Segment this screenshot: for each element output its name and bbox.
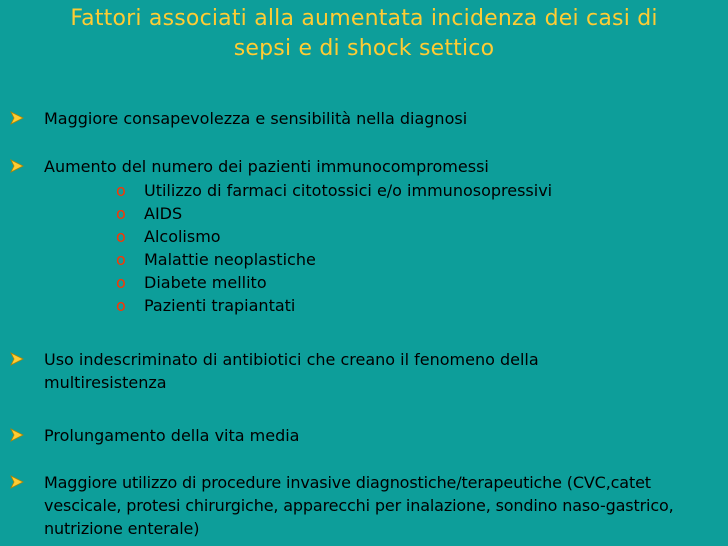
arrow-bullet-icon xyxy=(10,352,24,366)
sub-item-text: Alcolismo xyxy=(144,227,221,246)
title-line-2: sepsi e di shock settico xyxy=(233,36,495,61)
bullet-item xyxy=(10,107,710,130)
bullet-text: Aumento del numero dei pazienti immunocompromessi xyxy=(44,157,489,176)
arrow-bullet-icon xyxy=(10,428,24,442)
bullet-text: Maggiore utilizzo di procedure invasive diagnostiche/terapeutiche (CVC,catet vescicale, protesi chirurgiche, apparecchi per inalazione, sondino naso-gastrico, nutrizione enterale) xyxy=(44,473,674,538)
sub-list-item xyxy=(116,179,552,202)
slide-title xyxy=(0,4,728,64)
sub-item-text: Diabete mellito xyxy=(144,273,267,292)
sub-list-item xyxy=(116,294,295,317)
sub-list-item xyxy=(116,225,221,248)
sub-item-text: Utilizzo di farmaci citotossici e/o immunosopressivi xyxy=(144,181,553,200)
sub-item-text: Pazienti trapiantati xyxy=(144,296,296,315)
sub-marker: o xyxy=(116,181,126,200)
bullet-item xyxy=(10,348,630,394)
bullet-item xyxy=(10,424,710,447)
sub-marker: o xyxy=(116,227,126,246)
bullet-text: Uso indescriminato di antibiotici che creano il fenomeno della multiresistenza xyxy=(44,350,539,392)
title-line-1: Fattori associati alla aumentata incidenza dei casi di xyxy=(70,6,658,31)
sub-item-text: Malattie neoplastiche xyxy=(144,250,316,269)
bullet-item xyxy=(10,471,715,540)
arrow-bullet-icon xyxy=(10,111,24,125)
arrow-bullet-icon xyxy=(10,475,24,489)
bullet-text: Maggiore consapevolezza e sensibilità nella diagnosi xyxy=(44,109,468,128)
sub-list-item xyxy=(116,271,267,294)
sub-list-item xyxy=(116,248,316,271)
sub-marker: o xyxy=(116,204,126,223)
sub-list-item xyxy=(116,202,182,225)
bullet-text: Prolungamento della vita media xyxy=(44,426,300,445)
bullet-item xyxy=(10,155,710,178)
sub-item-text: AIDS xyxy=(144,204,183,223)
sub-marker: o xyxy=(116,273,126,292)
sub-marker: o xyxy=(116,250,126,269)
arrow-bullet-icon xyxy=(10,159,24,173)
sub-marker: o xyxy=(116,296,126,315)
